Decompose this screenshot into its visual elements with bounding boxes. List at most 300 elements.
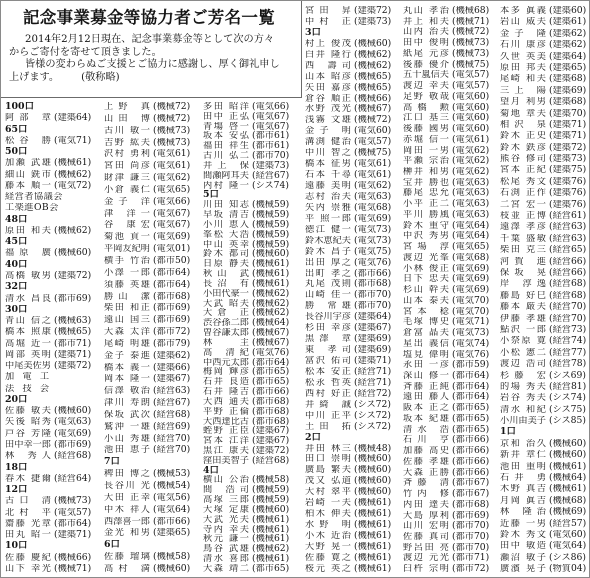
donation-tier-heading: 30口 xyxy=(5,304,28,315)
donor-affiliation: (都市65) xyxy=(452,413,490,424)
donor-name: 深山 修一 xyxy=(403,370,449,381)
donor-affiliation: (都市50) xyxy=(153,255,191,266)
donor-name: 土田 拓 xyxy=(305,421,351,432)
donor-name: 倉富 晶夫 xyxy=(403,328,449,338)
donor-name: 松永 哲英 xyxy=(305,377,351,388)
donor-entry xyxy=(500,382,587,392)
donor-entry xyxy=(305,39,398,49)
donor-entry xyxy=(403,414,496,424)
donor-entry xyxy=(203,200,298,210)
donor-affiliation: (都市59) xyxy=(452,360,490,370)
donor-affiliation: (電気70) xyxy=(452,306,490,317)
donor-affiliation: (建築76) xyxy=(549,188,587,198)
donor-affiliation: (都市70) xyxy=(354,290,392,300)
donor-affiliation: (電気57) xyxy=(452,81,490,91)
donor-name: 田中幸一郎 xyxy=(5,439,51,450)
donor-affiliation: (電気67) xyxy=(153,220,191,231)
donor-entry xyxy=(203,377,298,387)
donor-entry xyxy=(305,498,398,508)
donor-name: 大野 晃一 xyxy=(305,541,351,552)
donor-name: 石川 亨 xyxy=(403,435,449,445)
donor-entry xyxy=(500,371,587,381)
donor-name: 高橋 敏男 xyxy=(5,270,51,281)
donor-entry xyxy=(203,279,298,289)
donor-name: 松尾 秀文 xyxy=(500,176,546,187)
donor-name: 宮本 稔 xyxy=(403,306,449,317)
donor-affiliation: (電気62) xyxy=(452,156,490,166)
donor-entry xyxy=(403,564,496,574)
donor-affiliation: (都市72) xyxy=(452,564,490,574)
donor-affiliation: (機械73) xyxy=(153,137,191,148)
donor-affiliation: (都市68) xyxy=(252,416,290,427)
donor-name: 石井 勇 xyxy=(500,473,546,483)
donor-entry xyxy=(104,126,199,136)
donor-entry xyxy=(104,517,199,527)
donor-entry xyxy=(203,367,298,377)
donor-entry xyxy=(403,285,496,295)
donor-entry xyxy=(500,336,587,346)
donor-entry xyxy=(500,188,587,198)
donor-name: 小澤 一郎 xyxy=(104,267,150,278)
intro-line: 皆様の変わらぬご支援とご協力に感謝し、厚く御礼申し xyxy=(25,59,280,71)
donor-entry xyxy=(5,294,100,304)
donor-entry xyxy=(104,410,199,420)
donor-affiliation: (機械60) xyxy=(54,248,92,259)
donor-name: 柏木 伸夫 xyxy=(305,509,351,519)
donor-affiliation: (電気62) xyxy=(153,173,191,183)
donor-affiliation: (電気60) xyxy=(452,91,490,102)
donor-affiliation: (建築62) xyxy=(549,40,587,50)
donor-name: 平岡友紀明 xyxy=(104,244,150,254)
donor-affiliation: (電気60) xyxy=(452,113,490,123)
donor-name: 遠藤 美明 xyxy=(305,181,351,191)
donor-entry xyxy=(500,519,587,529)
donor-affiliation: (都市61) xyxy=(252,131,290,142)
donor-affiliation: (建築69) xyxy=(354,334,392,344)
donor-name: 小倉 義仁 xyxy=(104,184,150,195)
donor-entry xyxy=(104,292,199,302)
donor-name: 平野 正倫 xyxy=(203,406,249,417)
donor-affiliation: (機械64) xyxy=(252,318,290,328)
donor-name: 間瀬阿耳夫 xyxy=(203,170,249,181)
donor-name: 桜元 英之 xyxy=(305,563,351,574)
donor-name: 長沼 有 xyxy=(203,278,249,289)
donor-affiliation: (シス69) xyxy=(549,370,586,381)
donation-tier-heading: 2口 xyxy=(305,432,321,443)
donor-entry xyxy=(403,38,496,48)
donor-name: 高堀 近一 xyxy=(5,338,51,349)
donor-name: 五十嵐信夫 xyxy=(403,70,449,80)
donation-tier-heading: 48口 xyxy=(5,214,28,225)
donor-entry xyxy=(5,248,100,258)
donor-name: 星出 義信 xyxy=(403,338,449,349)
donor-name: 山本 泰夫 xyxy=(403,295,449,306)
donor-name: 大島 厚利 xyxy=(403,510,449,521)
donor-name: 月岡 眞吉 xyxy=(500,495,546,506)
donor-affiliation: (シス86) xyxy=(549,552,586,563)
donor-affiliation: (都市64) xyxy=(54,518,92,529)
donor-name: 阿部 章 xyxy=(5,113,51,123)
donor-affiliation: (建築68) xyxy=(549,74,587,84)
donor-entry xyxy=(5,406,100,416)
donor-affiliation: (機械60) xyxy=(354,476,392,486)
donor-entry xyxy=(5,350,100,360)
donor-entry xyxy=(104,351,199,361)
donor-name: 橋本 照康 xyxy=(5,327,51,337)
donor-entry xyxy=(104,493,199,503)
donor-affiliation: (電気63) xyxy=(452,209,490,220)
donor-entry xyxy=(403,231,496,241)
donor-name: 藤尾 忠允 xyxy=(403,188,449,199)
donor-entry xyxy=(305,148,398,158)
donor-affiliation: (経営73) xyxy=(549,324,587,335)
donor-affiliation: (シス72) xyxy=(354,399,391,410)
donor-affiliation: (機械62) xyxy=(54,225,92,236)
donor-entry xyxy=(104,339,199,349)
donor-entry xyxy=(5,316,100,326)
donor-entry xyxy=(104,256,199,266)
organization-name: 法技会 xyxy=(5,383,58,394)
donor-name: 井上 和夫 xyxy=(403,16,449,27)
donor-affiliation: (建築60) xyxy=(549,6,587,16)
donor-affiliation: (経営63) xyxy=(549,222,587,233)
donor-name: 塩見 偉明 xyxy=(403,349,449,360)
donor-affiliation: (電気70) xyxy=(452,295,490,306)
donor-affiliation: (経営61) xyxy=(549,211,587,221)
donor-name: 山下 幸光 xyxy=(5,563,51,574)
donor-name: 小平 正二 xyxy=(403,199,449,209)
donor-affiliation: (機械60) xyxy=(252,504,290,515)
donor-name: 菊地 章夫 xyxy=(500,108,546,119)
donor-affiliation: (電気62) xyxy=(452,145,490,156)
donation-tier-heading: 40口 xyxy=(5,259,28,270)
donor-entry xyxy=(403,27,496,37)
donor-name: 高村 満 xyxy=(104,563,150,574)
donor-entry xyxy=(403,521,496,531)
donor-affiliation: (機械66) xyxy=(54,552,92,563)
donor-entry xyxy=(203,210,298,220)
donor-affiliation: (電気76) xyxy=(252,347,290,358)
donor-name: 藤本 厳夫 xyxy=(500,302,546,312)
donor-name: 矢内 崇雅 xyxy=(305,202,351,213)
donor-affiliation: (建築73) xyxy=(354,16,392,27)
donor-affiliation: (機械72) xyxy=(354,115,392,125)
donor-name: 鈴木 昌子 xyxy=(305,246,351,257)
donor-affiliation: (都市65) xyxy=(252,367,290,377)
intro-box-bottom-rule xyxy=(1,97,301,98)
donor-name: 村上 俊茂 xyxy=(305,38,351,49)
donor-name: 小川由美子 xyxy=(500,416,546,426)
donor-name: 上野 真 xyxy=(104,102,150,112)
donor-name: 宮本 正紀 xyxy=(500,165,546,176)
donor-name: 廣島 繁夫 xyxy=(305,465,351,475)
donor-entry xyxy=(104,374,199,384)
donor-name: 茂又 弘道 xyxy=(305,476,351,486)
donor-name: 細山 銑市 xyxy=(5,169,51,180)
donor-affiliation: (建築72) xyxy=(549,142,587,153)
donor-name: 後藤 優介 xyxy=(403,59,449,70)
donor-entry xyxy=(104,481,199,491)
donor-entry xyxy=(305,356,398,366)
donor-affiliation: (都市71) xyxy=(452,553,490,564)
donor-affiliation: (都市69) xyxy=(452,510,490,521)
donor-entry xyxy=(500,450,587,460)
donor-entry xyxy=(305,301,398,311)
donor-affiliation: (建築62) xyxy=(153,350,191,361)
donor-entry xyxy=(203,358,298,368)
donor-affiliation: (電気63) xyxy=(54,417,92,428)
donation-tier-heading: 65口 xyxy=(5,124,28,135)
donor-name: 大森 靖二 xyxy=(203,563,249,574)
donor-entry xyxy=(104,552,199,562)
donor-name: 白井 隆行 xyxy=(305,49,351,60)
donor-entry xyxy=(403,446,496,456)
donor-affiliation: (機械62) xyxy=(252,288,290,299)
donor-entry xyxy=(305,334,398,344)
donor-affiliation: (機械65) xyxy=(354,82,392,93)
donor-entry xyxy=(500,154,587,164)
honorific-note: (敬称略) xyxy=(81,71,120,83)
donor-entry xyxy=(500,165,587,175)
donor-entry xyxy=(305,137,398,147)
donor-name: 井上 保 xyxy=(203,160,249,171)
donor-affiliation: (都市64) xyxy=(452,370,490,381)
donor-entry xyxy=(5,564,100,574)
donor-entry xyxy=(305,389,398,399)
donor-entry xyxy=(403,167,496,177)
donor-affiliation: (シス74) xyxy=(252,180,289,191)
donor-entry xyxy=(305,269,398,279)
donor-entry xyxy=(403,435,496,445)
donor-affiliation: (経営69) xyxy=(153,421,191,432)
donor-entry xyxy=(403,296,496,306)
donor-affiliation: (機械64) xyxy=(549,473,587,483)
donor-entry xyxy=(403,478,496,488)
donor-entry xyxy=(403,60,496,70)
donor-affiliation: (機械61) xyxy=(252,269,290,279)
donor-entry xyxy=(305,367,398,377)
donor-entry xyxy=(403,264,496,274)
donor-entry xyxy=(305,345,398,355)
organization-name: 経営者協議会 xyxy=(5,192,63,202)
donor-name: 古口 清 xyxy=(5,496,51,506)
donor-affiliation: (電気63) xyxy=(452,199,490,209)
donor-name: 遠澤 孝彦 xyxy=(500,222,546,233)
donor-entry xyxy=(403,124,496,134)
donor-entry xyxy=(203,495,298,505)
donor-entry xyxy=(305,104,398,114)
donor-name: 藤本 順一 xyxy=(5,180,51,191)
donor-affiliation: (電気60) xyxy=(452,102,490,113)
donor-name: 高橋 勲 xyxy=(403,102,449,113)
donor-affiliation: (機械61) xyxy=(354,531,392,541)
donor-affiliation: (建築69) xyxy=(354,345,392,355)
donor-name: 水野 明 xyxy=(305,520,351,530)
donor-affiliation: (都市68) xyxy=(252,396,290,407)
donor-affiliation: (都市68) xyxy=(252,406,290,417)
donor-entry xyxy=(403,221,496,231)
donor-affiliation: (機械72) xyxy=(153,113,191,124)
donor-entry xyxy=(305,465,398,475)
donor-entry xyxy=(305,422,398,432)
donor-entry xyxy=(500,530,587,540)
donor-affiliation: (機械48) xyxy=(354,443,392,454)
donor-entry xyxy=(305,520,398,530)
donor-affiliation: (電気68) xyxy=(354,202,392,213)
donor-affiliation: (建築62) xyxy=(549,28,587,39)
donor-affiliation: (電気75) xyxy=(354,246,392,257)
donor-name: 山崎 佳一 xyxy=(305,290,351,300)
donor-name: 佐藤 瑠璃 xyxy=(104,552,150,562)
donor-name: 伊藤 孝雄 xyxy=(500,313,546,324)
donor-affiliation: (都市66) xyxy=(452,467,490,478)
donor-entry xyxy=(403,339,496,349)
donor-name: 田中 敏造 xyxy=(500,541,546,551)
donor-affiliation: (経営71) xyxy=(354,377,392,388)
donor-affiliation: (機械73) xyxy=(452,38,490,48)
donor-entry xyxy=(305,72,398,82)
donor-affiliation: (機械61) xyxy=(354,509,392,519)
donor-entry xyxy=(104,244,199,254)
donor-entry xyxy=(305,411,398,421)
donor-affiliation: (電気63) xyxy=(354,191,392,202)
donor-name: 榊井 和男 xyxy=(403,167,449,177)
donor-affiliation: (機械61) xyxy=(354,541,392,552)
donor-entry xyxy=(305,476,398,486)
donor-affiliation: (機械60) xyxy=(354,454,392,465)
donor-entry xyxy=(104,268,199,278)
donor-name: 富沢 佑司 xyxy=(305,356,351,366)
donor-affiliation: (都市66) xyxy=(153,516,191,527)
donor-name: 坂本 安弘 xyxy=(203,131,249,142)
donor-entry xyxy=(5,226,100,236)
donor-name: 戸谷 芳隆 xyxy=(5,428,51,439)
donor-entry xyxy=(104,102,199,112)
donor-affiliation: (経営70) xyxy=(549,302,587,312)
donor-entry xyxy=(500,52,587,62)
donor-name: 池田 恵子 xyxy=(104,445,150,456)
donor-name: 保坂 晃 xyxy=(500,267,546,278)
donor-name: 石本 千尋 xyxy=(305,170,351,180)
donor-name: 岡本 隆一 xyxy=(104,374,150,384)
donor-name: 横手 竹治 xyxy=(104,255,150,266)
donor-entry xyxy=(305,236,398,246)
donor-affiliation: (建築64) xyxy=(549,51,587,62)
donor-entry xyxy=(305,312,398,322)
donor-name: 加瀬 武雄 xyxy=(5,158,51,168)
donor-list-column-1 xyxy=(5,102,100,574)
donor-affiliation: (機械61) xyxy=(354,498,392,508)
donor-affiliation: (機械60) xyxy=(354,487,392,497)
donor-affiliation: (機械65) xyxy=(54,327,92,337)
donor-entry xyxy=(500,74,587,84)
donor-affiliation: (シス74) xyxy=(549,393,586,403)
donor-name: 福田 祥生 xyxy=(203,141,249,151)
donor-affiliation: (都市69) xyxy=(54,439,92,450)
donor-affiliation: (電気69) xyxy=(452,274,490,284)
donor-name: 佐藤 慶紀 xyxy=(5,552,51,563)
donor-name: 財津 謙三 xyxy=(104,173,150,183)
donor-entry xyxy=(203,338,298,348)
donor-affiliation: (機械61) xyxy=(354,520,392,530)
donor-name: 大森 正勝 xyxy=(403,467,449,478)
donor-entry xyxy=(403,392,496,402)
donor-affiliation: (経営68) xyxy=(54,451,92,461)
donor-name: 西村 好正 xyxy=(305,388,351,399)
donor-affiliation: (電気73) xyxy=(354,235,392,246)
donor-entry xyxy=(403,543,496,553)
donor-entry xyxy=(203,112,298,122)
donor-name: 寺内 幸夫 xyxy=(203,524,249,535)
donor-name: 大西達比古 xyxy=(203,416,249,427)
donor-entry xyxy=(500,6,587,16)
donor-entry xyxy=(5,339,100,349)
donor-entry xyxy=(403,253,496,263)
donor-entry xyxy=(403,188,496,198)
donor-entry xyxy=(403,403,496,413)
donor-name: 赤堀 信一 xyxy=(403,134,449,145)
donor-affiliation: (電気57) xyxy=(354,137,392,147)
donor-name: 春木 捷爾 xyxy=(5,473,51,484)
donor-entry xyxy=(203,564,298,574)
donor-entry xyxy=(104,386,199,396)
donation-tier-heading: 20口 xyxy=(5,394,28,405)
donation-tier-heading: 50口 xyxy=(5,147,28,157)
donor-entry xyxy=(500,553,587,563)
donor-affiliation: (電気61) xyxy=(354,170,392,180)
donor-name: 山内 治夫 xyxy=(403,27,449,38)
intro-closing: 上げます。 xyxy=(9,71,60,83)
donor-name: 金光 和男 xyxy=(104,528,150,538)
donor-name: 山田 博 xyxy=(104,113,150,124)
donor-affiliation: (建築68) xyxy=(549,97,587,107)
donor-affiliation: (都市65) xyxy=(452,424,490,435)
donor-name: 橋本 征男 xyxy=(305,159,351,169)
donor-name: 新井 章仁 xyxy=(500,450,546,460)
donor-affiliation: (都市66) xyxy=(252,387,290,397)
donor-name: 柴田 和正 xyxy=(104,303,150,313)
donor-affiliation: (都市61) xyxy=(252,141,290,151)
donor-name: 渡辺 元光 xyxy=(403,553,449,564)
donor-affiliation: (電気69) xyxy=(452,263,490,274)
donor-name: 中沢 秀男 xyxy=(403,231,449,242)
donor-entry xyxy=(305,553,398,563)
donor-affiliation: (建築76) xyxy=(549,176,587,187)
donor-affiliation: (都市64) xyxy=(252,357,290,368)
donor-affiliation: (都市69) xyxy=(54,293,92,304)
donor-affiliation: (機械62) xyxy=(354,49,392,60)
donor-entry xyxy=(203,289,298,299)
donor-affiliation: (機械59) xyxy=(252,485,290,495)
donor-affiliation: (電気64) xyxy=(452,220,490,231)
donation-tier-heading: 4口 xyxy=(203,465,219,476)
donor-affiliation: (機械60) xyxy=(252,249,290,260)
donor-entry xyxy=(203,220,298,230)
donor-entry xyxy=(500,245,587,255)
donor-entry xyxy=(104,398,199,408)
donor-affiliation: (経営78) xyxy=(549,359,587,369)
donor-entry xyxy=(104,434,199,444)
donor-affiliation: (都市68) xyxy=(153,291,191,302)
donor-name: 坂本 紀雄 xyxy=(403,413,449,424)
donor-name: 平川 勝風 xyxy=(403,209,449,220)
donor-entry xyxy=(5,170,100,180)
donor-affiliation: (機械62) xyxy=(354,60,392,71)
donor-affiliation: (電気73) xyxy=(452,328,490,338)
donor-affiliation: (シス72) xyxy=(354,421,391,432)
donor-name: 渡辺 光峯 xyxy=(403,252,449,263)
donor-name: 金子 隆 xyxy=(500,28,546,39)
